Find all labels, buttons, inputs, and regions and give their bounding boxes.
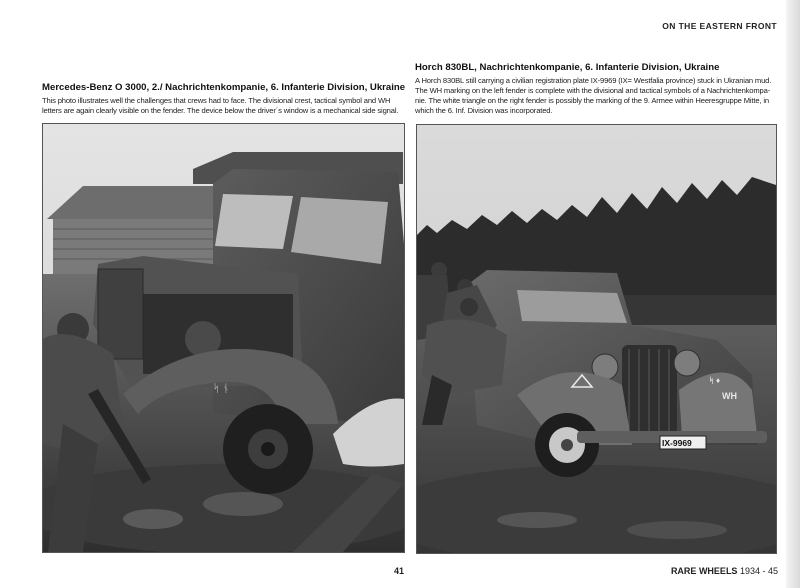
- caption-right-text: A Horch 830BL still carrying a civilian registration plate IX-9969 (IX= Westfalia province) stuck in Ukranian mud. The WH marking on the left fender is complete with the divisional and tactical symbols of a Nachrichtenkompa-nie. The white triangle on the right fender is possibly the marking of the 9. Armee within Heeresgruppe Mitte, in which the 6. Inf. Division was incorporated.: [415, 76, 772, 115]
- caption-left: [42, 82, 404, 116]
- caption-left-title: Mercedes-Benz O 3000, 2./ Nachrichtenkompanie, 6. Infanterie Division, Ukraine: [42, 82, 406, 93]
- book-years: 1934 - 45: [739, 566, 778, 576]
- fender-marking-wh: WH: [722, 391, 737, 401]
- svg-text:ᛋ ♦: ᛋ ♦: [709, 376, 721, 385]
- caption-right: [415, 62, 777, 116]
- registration-plate: IX-9969: [662, 438, 692, 448]
- photo-horch-car-image: [417, 125, 776, 553]
- page-gutter-shadow: [786, 0, 800, 588]
- book-title: RARE WHEELS: [670, 566, 738, 576]
- caption-right-title: Horch 830BL, Nachrichtenkompanie, 6. Infanterie Division, Ukraine: [415, 62, 720, 73]
- photo-mercedes-truck: [42, 123, 405, 553]
- photo-horch-car: [416, 124, 777, 554]
- book-title-footer: [671, 566, 778, 576]
- photo-mercedes-truck-image: [43, 124, 404, 552]
- svg-text:ᛋ ᚾ: ᛋ ᚾ: [213, 383, 230, 395]
- page-number: 41: [394, 566, 405, 576]
- running-header: ON THE EASTERN FRONT: [662, 21, 777, 31]
- caption-left-text: This photo illustrates well the challenges that crews had to face. The divisional crest, tactical symbol and WH letters are again clearly visible on the fender. The device below the driver´s window is a mechanical side signal.: [42, 96, 399, 115]
